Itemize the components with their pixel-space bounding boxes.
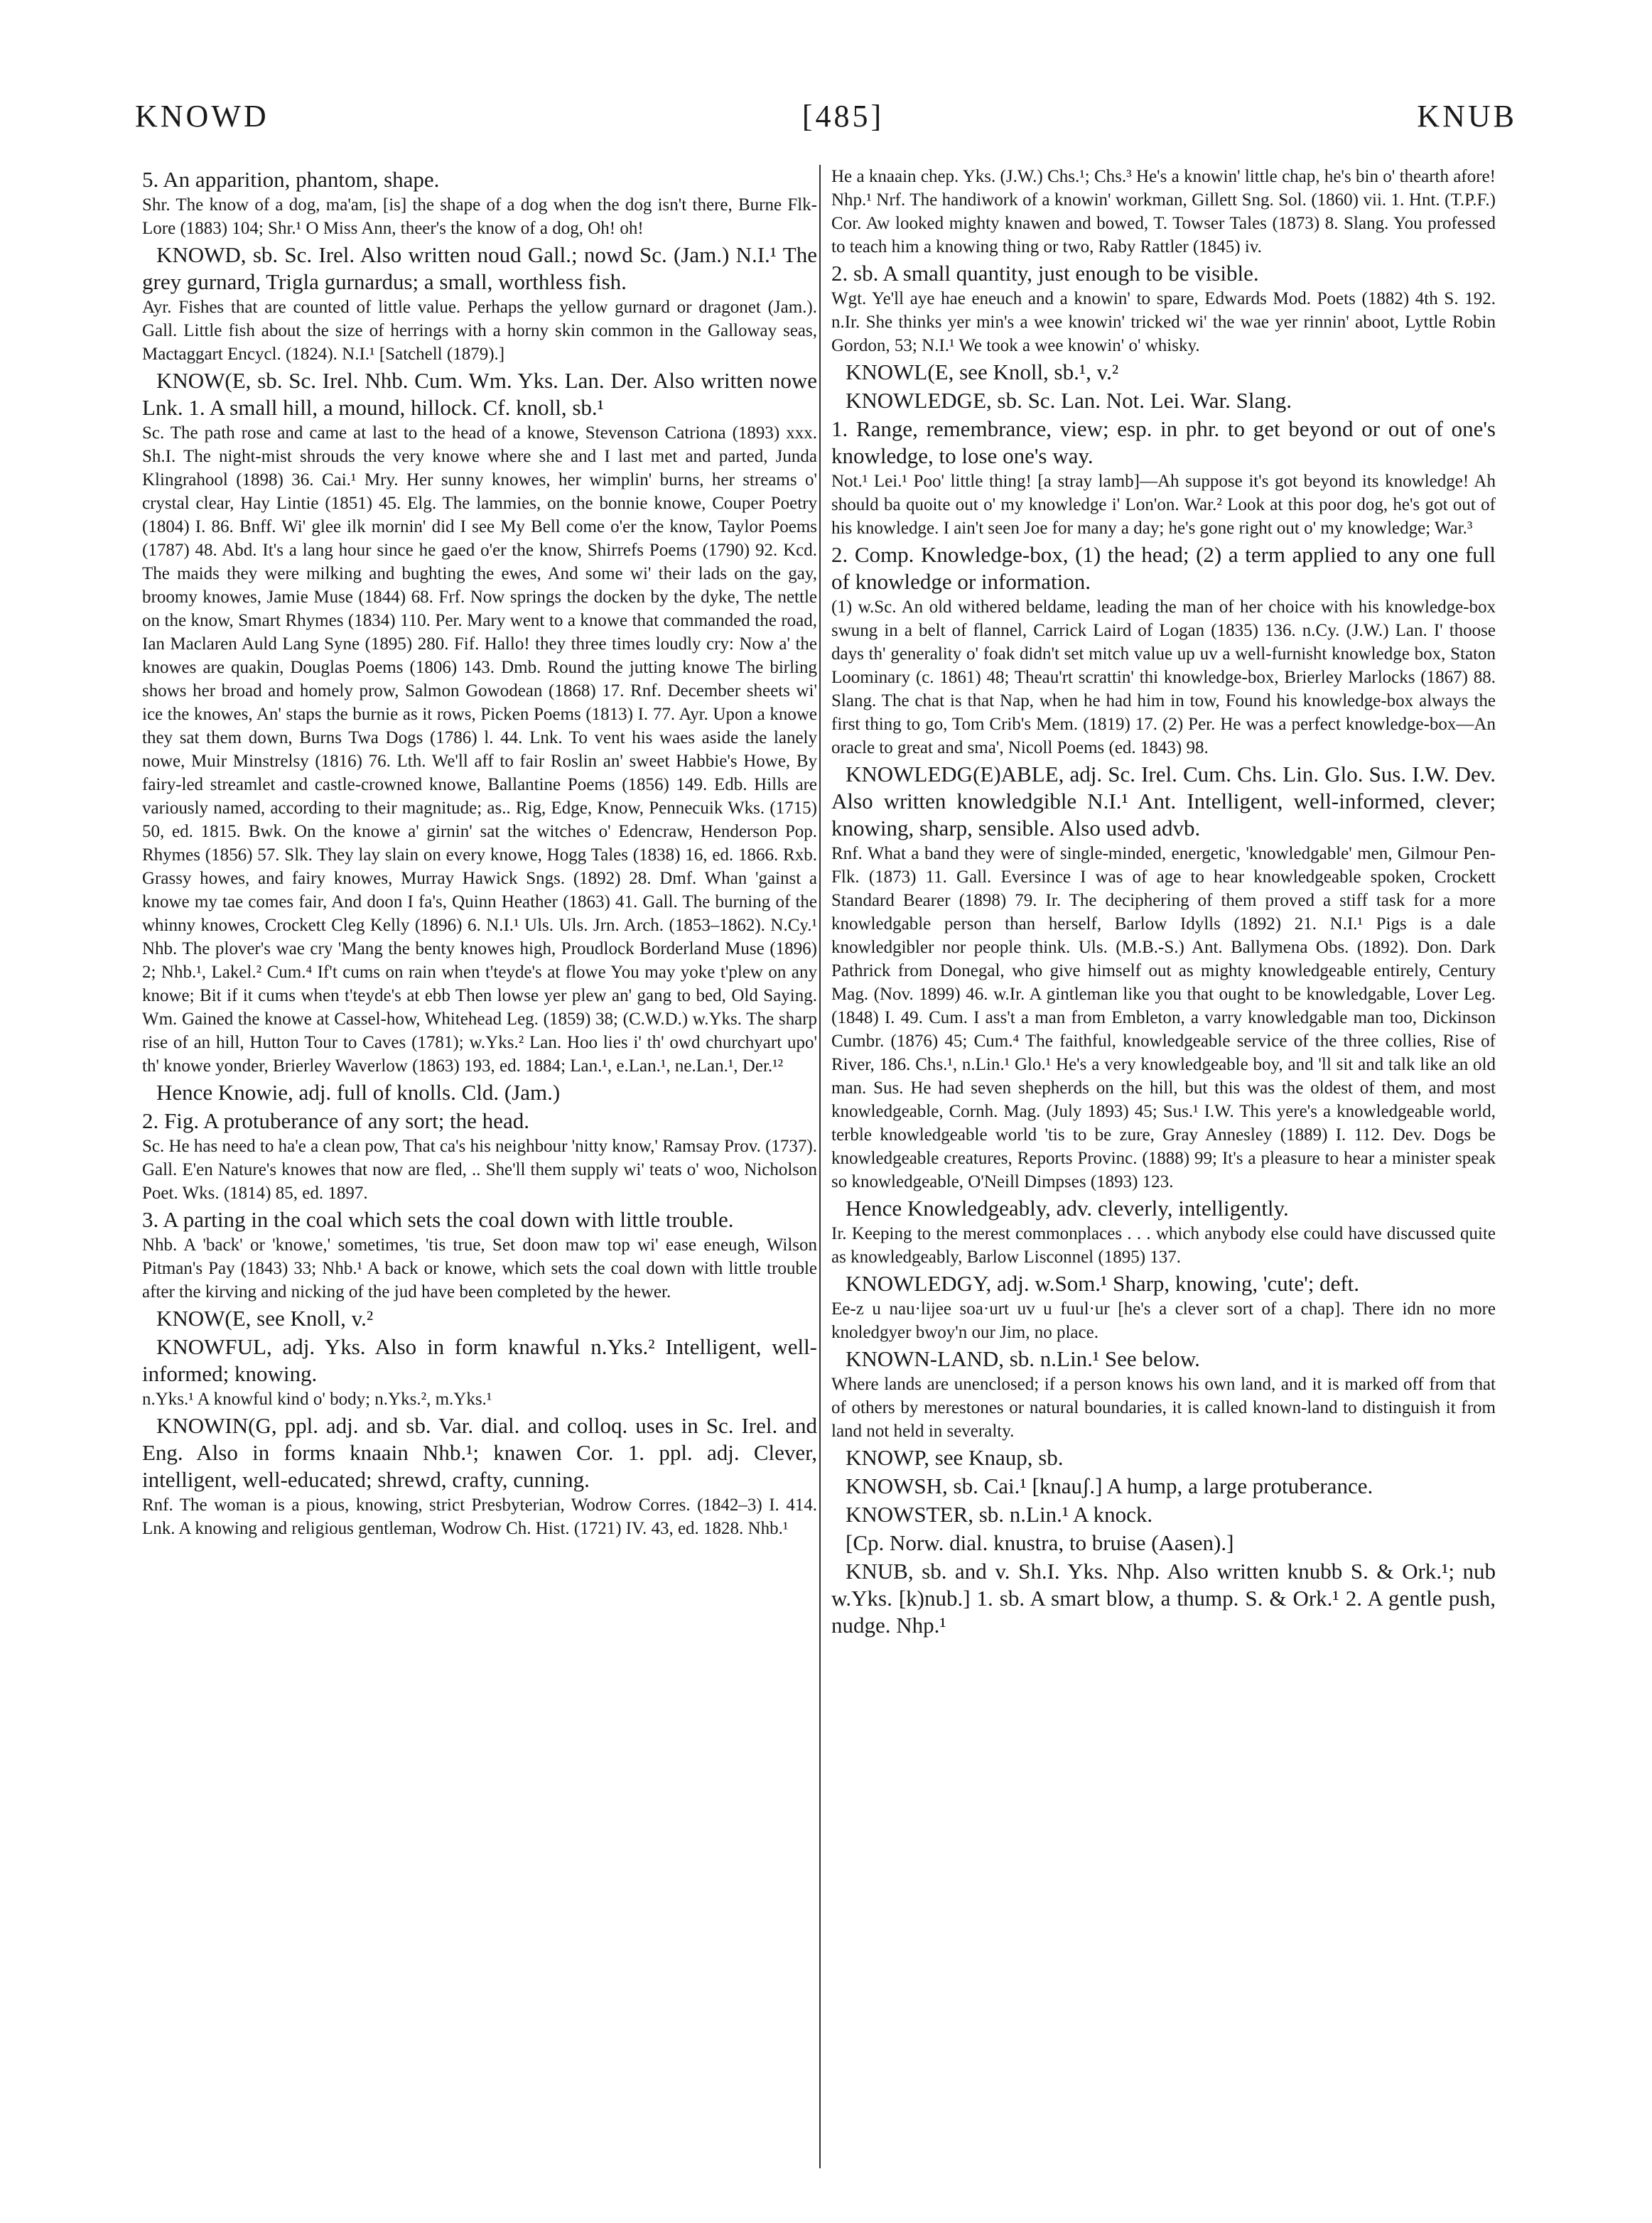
citation-paragraph: Sc. The path rose and came at last to the head of a knowe, Stevenson Catriona (1893) xxx. Sh.I. The night-mist shrouds the very knowe where she and I last met and parted, Junda Klingrahool (1898) 36. Cai.¹ Mry. Her sunny knowes, her wimplin' burns, her streams o' crystal clear, Hay Lintie (1851) 45. Elg. The lammies, on the bonnie knowe, Couper Poetry (1804) I. 86. Bnff. Wi' glee ilk mornin' did I see My Bell come o'er the know, Taylor Poems (1787) 48. Abd. It's a lang hour since he gaed o'er the know, Shirrefs Poems (1790) 92. Kcd. The maids they were milking and bughting the ewes, And some wi' their lads on the gay, broomy knowes, Jamie Muse (1844) 68. Frf. Now springs the docken by the dyke, The nettle on the know, Smart Rhymes (1834) 110. Per. Mary went to a knowe that commanded the road, Ian Maclaren Auld Lang Syne (1895) 280. Fif. Hallo! they three times loudly cry: Now a' the knowes are quakin, Douglas Poems (1806) 143. Dmb. Round the jutting knowe The birling shows her broad and homely prow, Salmon Gowodean (1868) 17. Rnf. December sheets wi' ice the knowes, An' staps the burnie as it rows, Picken Poems (1813) I. 77. Ayr. Upon a knowe they sat them down, Burns Twa Dogs (1786) l. 44. Lnk. To vent his waes aside the lanely nowe, Muir Minstrelsy (1816) 76. Lth. We'll aff to fair Roslin an' sweet Habbie's Howe, By fairy-led streamlet and castle-crowned knowe, Ballantine Poems (1856) 149. Edb. Hills are variously named, according to their magnitude; as.. Rig, Edge, Know, Pennecuik Wks. (1715) 50, ed. 1815. Bwk. On the knowe a' girnin' sat the witches o' Edencraw, Henderson Pop. Rhymes (1856) 57. Slk. They lay slain on every knowe, Hogg Tales (1838) 16, ed. 1866. Rxb. Grassy howes, and fairy knowes, Murray Hawick Sngs. (1892) 28. Dmf. Whan 'gainst a knowe my tae comes fair, And doon I fa's, Quinn Heather (1863) 41. Gall. The burning of the whinny knowes, Crockett Cleg Kelly (1896) 6. N.I.¹ Uls. Uls. Jrn. Arch. (1853–1862). N.Cy.¹ Nhb. The plover's wae cry 'Mang the benty knowes high, Proudlock Borderland Muse (1896) 2; Nhb.¹, Lakel.² Cum.⁴ If't cums on rain when t'teyde's at flowe You may yoke t'plew on any knowe; Bit if it cums when t'teyde's at ebb Then lowse yer plew an' gang to bed, Old Saying. Wm. Gained the knowe at Cassel-how, Whitehead Leg. (1859) 38; (C.W.D.) w.Yks. The sharp rise of an hill, Hutton Tour to Caves (1781); w.Yks.² Lan. Hoo lies i' th' owd churchyart upo' th' knowe yonder, Brierley Waverlow (1863) 193, ed. 1884; Lan.¹, e.Lan.¹, ne.Lan.¹, Der.¹² xyxy=(142,423,817,1076)
citation-paragraph: Ee-z u nau·lijee soa·urt uv u fuul·ur [he's a clever sort of a chap]. There idn no more knoledgyer bwoy'n our Jim, no place. xyxy=(831,1299,1496,1342)
entry-paragraph: KNOWLEDG(E)ABLE, adj. Sc. Irel. Cum. Chs. Lin. Glo. Sus. I.W. Dev. Also written knowledgible N.I.¹ Ant. Intelligent, well-informed, clever; knowing, sharp, sensible. Also used advb. xyxy=(831,762,1496,840)
entry-paragraph: KNOWP, see Knaup, sb. xyxy=(846,1445,1064,1470)
entry-paragraph: KNOW(E, see Knoll, v.² xyxy=(156,1306,374,1331)
entry-paragraph: 1. Range, remembrance, view; esp. in phr. to get beyond or out of one's knowledge, to lose one's way. xyxy=(831,416,1496,468)
entry-paragraph: KNOWIN(G, ppl. adj. and sb. Var. dial. and colloq. uses in Sc. Irel. and Eng. Also in forms knaain Nhb.¹; knawen Cor. 1. ppl. adj. Clever, intelligent, well-educated; shrewd, crafty, cunning. xyxy=(142,1413,817,1492)
citation-paragraph: Sc. He has need to ha'e a clean pow, That ca's his neighbour 'nitty know,' Ramsay Prov. (1737). Gall. E'en Nature's knowes that now are fled, .. She'll them supply wi' teats o' woo, Nicholson Poet. Wks. (1814) 85, ed. 1897. xyxy=(142,1137,817,1203)
citation-paragraph: Rnf. What a band they were of single-minded, energetic, 'knowledgable' men, Gilmour Pen-Flk. (1873) 11. Gall. Eversince I was of age to hear knowledgeable spoken, Crockett Standard Bearer (1898) 79. Ir. The deciphering of them proved a stiff task for a more knowledgable person than herself, Barlow Idylls (1892) 21. N.I.¹ Pigs is a dale knowledgibler nor people think. Uls. (M.B.-S.) Ant. Ballymena Obs. (1892). Don. Dark Pathrick from Donegal, who give himself out as mighty knowledgeable entirely, Century Mag. (Nov. 1899) 46. w.Ir. A gintleman like you that ought to be knowledgable, Lover Leg. (1848) I. 49. Cum. I ass't a man from Embleton, a varry knowledgable man too, Dickinson Cumbr. (1876) 45; Cum.⁴ The faithful, knowledgeable service of the three collies, Rise of River, 186. Chs.¹, n.Lin.¹ Glo.¹ He's a very knowledgeable boy, and 'll sit and talk like an old man. Sus. He had seven shepherds on the hill, but this was the oldest of them, and most knowledgeable, Cornh. Mag. (July 1893) 45; Sus.¹ I.W. This yere's a knowledgeable world, terble knowledgeable world 'tis to be zure, Gray Annesley (1889) I. 112. Dev. Dogs be knowledgeable creatures, Reports Provinc. (1888) 99; It's a pleasure to hear a minister speak so knowledgeable, O'Neill Dimpses (1893) 123. xyxy=(831,844,1496,1191)
entry-paragraph: KNOWL(E, see Knoll, sb.¹, v.² xyxy=(846,359,1119,384)
citation-paragraph: Not.¹ Lei.¹ Poo' little thing! [a stray lamb]—Ah suppose it's got beyond its knowledge! Ah should ba quoite out o' my knowledge i' Lon'on. War.² Look at this poor dog, he's got out of his knowledge. I ain't seen Joe for many a day; he's gone right out o' my knowledge; War.³ xyxy=(831,472,1496,538)
entry-paragraph: KNOWLEDGY, adj. w.Som.¹ Sharp, knowing, 'cute'; deft. xyxy=(846,1271,1360,1296)
entry-paragraph: 5. An apparition, phantom, shape. xyxy=(142,167,440,192)
entry-paragraph: KNOWSH, sb. Cai.¹ [knauʃ.] A hump, a large protuberance. xyxy=(846,1473,1373,1498)
running-head-right: KNUB xyxy=(1417,98,1517,134)
entry-paragraph: KNOWLEDGE, sb. Sc. Lan. Not. Lei. War. Slang. xyxy=(846,388,1292,413)
citation-paragraph: Where lands are unenclosed; if a person knows his own land, and it is marked off from that of others by merestones or natural boundaries, it is called known-land to distinguish it from land not held in severalty. xyxy=(831,1375,1496,1441)
entry-paragraph: KNOWSTER, sb. n.Lin.¹ A knock. xyxy=(846,1502,1153,1527)
entry-paragraph: KNOW(E, sb. Sc. Irel. Nhb. Cum. Wm. Yks. Lan. Der. Also written nowe Lnk. 1. A small hill, a mound, hillock. Cf. knoll, sb.¹ xyxy=(142,368,817,420)
entry-paragraph: KNOWN-LAND, sb. n.Lin.¹ See below. xyxy=(846,1346,1200,1371)
page-header xyxy=(135,91,1517,141)
entry-paragraph: KNUB, sb. and v. Sh.I. Yks. Nhp. Also written knubb S. & Ork.¹; nub w.Yks. [k)nub.] 1. sb. A smart blow, a thump. S. & Ork.¹ 2. A gentle push, nudge. Nhp.¹ xyxy=(831,1559,1496,1638)
citation-paragraph: Ir. Keeping to the merest commonplaces . . . which anybody else could have discussed quite as knowledgeably, Barlow Lisconnel (1895) 137. xyxy=(831,1224,1496,1267)
citation-paragraph: He a knaain chep. Yks. (J.W.) Chs.¹; Chs.³ He's a knowin' little chap, he's bin o' thearth afore! Nhp.¹ Nrf. The handiwork of a knowin' workman, Gillett Sng. Sol. (1860) vii. 1. Hnt. (T.P.F.) Cor. Aw looked mighty knawen and bowed, T. Towser Tales (1873) 8. Slang. You professed to teach him a knowing thing or two, Raby Rattler (1845) iv. xyxy=(831,167,1496,256)
entry-paragraph: KNOWD, sb. Sc. Irel. Also written noud Gall.; nowd Sc. (Jam.) N.I.¹ The grey gurnard, Trigla gurnardus; a small, worthless fish. xyxy=(142,242,817,294)
citation-paragraph: Wgt. Ye'll aye hae eneuch and a knowin' to spare, Edwards Mod. Poets (1882) 4th S. 192. n.Ir. She thinks yer min's a wee knowin' tricked wi' the wae yer rinnin' aboot, Lyttle Robin Gordon, 53; N.I.¹ We took a wee knowin' o' whisky. xyxy=(831,289,1496,355)
column-rule xyxy=(819,165,821,2168)
left-column xyxy=(142,165,817,2183)
citation-paragraph: Shr. The know of a dog, ma'am, [is] the shape of a dog when the dog isn't there, Burne Flk-Lore (1883) 104; Shr.¹ O Miss Ann, theer's the know of a dog, Oh! oh! xyxy=(142,195,817,238)
citation-paragraph: Rnf. The woman is a pious, knowing, strict Presbyterian, Wodrow Corres. (1842–3) I. 414. Lnk. A knowing and religious gentleman, Wodrow Ch. Hist. (1721) IV. 43, ed. 1828. Nhb.¹ xyxy=(142,1495,817,1538)
citation-paragraph: (1) w.Sc. An old withered beldame, leading the man of her choice with his knowledge-box swung in a belt of flannel, Carrick Laird of Logan (1835) 136. n.Cy. (J.W.) Lan. I' thoose days th' generality o' foak didn't set mitch value up uv a well-furnisht knowledge box, Staton Loominary (c. 1861) 48; Theau'rt scrattin' thi knowledge-box, Brierley Marlocks (1867) 88. Slang. The chat is that Nap, when he had him in tow, Found his knowledge-box always the first thing to go, Tom Crib's Mem. (1819) 17. (2) Per. He was a perfect knowledge-box—An oracle to great and sma', Nicoll Poems (ed. 1843) 98. xyxy=(831,597,1496,757)
entry-paragraph: Hence Knowledgeably, adv. cleverly, intelligently. xyxy=(846,1196,1289,1221)
entry-paragraph: 3. A parting in the coal which sets the coal down with little trouble. xyxy=(142,1207,734,1232)
citation-paragraph: Ayr. Fishes that are counted of little value. Perhaps the yellow gurnard or dragonet (Jam.). Gall. Little fish about the size of herrings with a horny skin common in the Galloway seas, Mactaggart Encycl. (1824). N.I.¹ [Satchell (1879).] xyxy=(142,298,817,364)
page-number: [485] xyxy=(801,98,885,134)
entry-paragraph: 2. Comp. Knowledge-box, (1) the head; (2) a term applied to any one full of knowledge or information. xyxy=(831,542,1496,594)
right-column xyxy=(831,165,1496,2183)
citation-paragraph: n.Yks.¹ A knowful kind o' body; n.Yks.², m.Yks.¹ xyxy=(142,1390,492,1409)
citation-paragraph: Nhb. A 'back' or 'knowe,' sometimes, 'tis true, Set doon maw top wi' ease eneugh, Wilson Pitman's Pay (1843) 33; Nhb.¹ A back or knowe, which sets the coal down with little trouble after the kirving and nicking of the jud have been completed by the hewer. xyxy=(142,1235,817,1302)
entry-paragraph: [Cp. Norw. dial. knustra, to bruise (Aasen).] xyxy=(846,1530,1234,1555)
running-head-left: KNOWD xyxy=(135,98,269,134)
entry-paragraph: 2. Fig. A protuberance of any sort; the head. xyxy=(142,1108,529,1133)
entry-paragraph: 2. sb. A small quantity, just enough to be visible. xyxy=(831,261,1259,286)
entry-paragraph: Hence Knowie, adj. full of knolls. Cld. (Jam.) xyxy=(156,1080,561,1105)
entry-paragraph: KNOWFUL, adj. Yks. Also in form knawful n.Yks.² Intelligent, well-informed; knowing. xyxy=(142,1334,817,1386)
